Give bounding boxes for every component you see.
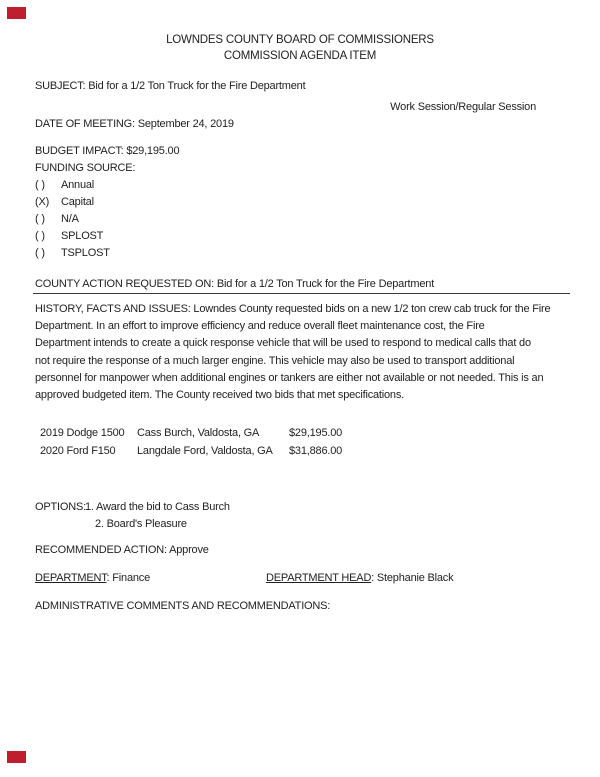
bid-vendor: Cass Burch, Valdosta, GA <box>137 427 260 439</box>
funding-source-label: FUNDING SOURCE: <box>35 162 136 174</box>
options-label: OPTIONS: <box>35 501 86 513</box>
department-head-label: DEPARTMENT HEAD <box>266 572 372 584</box>
administrative-comments-heading: ADMINISTRATIVE COMMENTS AND RECOMMENDATIONS: <box>35 600 331 612</box>
department-head-line <box>266 572 453 584</box>
funding-option-label: Annual <box>61 179 95 191</box>
budget-impact: BUDGET IMPACT: $29,195.00 <box>35 145 180 157</box>
bid-amount: $31,886.00 <box>289 445 343 457</box>
red-annotation-marker-top <box>7 7 26 19</box>
checkbox-capital-checked: (X) <box>35 196 50 208</box>
options-line-1 <box>35 501 230 513</box>
bid-table <box>40 424 342 460</box>
session-type-label: Work Session/Regular Session <box>390 101 536 113</box>
department-label: DEPARTMENT <box>35 572 107 584</box>
option-item-1: 1. Award the bid to Cass Burch <box>85 501 230 513</box>
department-line <box>35 572 150 584</box>
bid-vendor: Langdale Ford, Valdosta, GA <box>137 445 273 457</box>
history-line: personnel for manpower when additional engines or tankers are either not available or not needed. This is an <box>35 371 544 384</box>
funding-option-capital <box>35 196 94 208</box>
funding-option-label: Capital <box>61 196 94 208</box>
department-head-value: : Stephanie Black <box>371 572 454 584</box>
checkbox-annual: ( ) <box>35 179 45 191</box>
option-item-2: 2. Board's Pleasure <box>95 518 187 530</box>
funding-option-splost <box>35 230 103 242</box>
history-line: Department intends to create a quick response vehicle that will be used to respond to medical calls that do <box>35 337 531 350</box>
funding-option-label: N/A <box>61 213 79 225</box>
funding-option-label: TSPLOST <box>61 247 110 259</box>
history-line: Department. In an effort to improve efficiency and reduce overall fleet maintenance cost, the Fire <box>35 320 485 333</box>
funding-option-tsplost <box>35 247 110 259</box>
recommended-action: RECOMMENDED ACTION: Approve <box>35 544 209 556</box>
funding-option-annual <box>35 179 94 191</box>
history-line: HISTORY, FACTS AND ISSUES: Lowndes County requested bids on a new 1/2 ton crew cab truck for the Fire <box>35 303 551 315</box>
history-line: not require the response of a much larger engine. This vehicle may also be used to transport additional <box>35 354 515 367</box>
document-title: LOWNDES COUNTY BOARD OF COMMISSIONERS <box>166 34 434 46</box>
history-facts-issues-paragraph <box>35 301 550 404</box>
department-value: : Finance <box>106 572 150 584</box>
history-line: approved budgeted item. The County received two bids that met specifications. <box>35 389 405 402</box>
document-subtitle: COMMISSION AGENDA ITEM <box>223 50 377 62</box>
date-of-meeting: DATE OF MEETING: September 24, 2019 <box>35 118 234 130</box>
checkbox-tsplost: ( ) <box>35 247 45 259</box>
bid-amount: $29,195.00 <box>289 427 343 439</box>
funding-option-label: SPLOST <box>61 230 104 242</box>
subject-line: SUBJECT: Bid for a 1/2 Ton Truck for the Fire Department <box>35 80 306 92</box>
bid-vehicle: 2019 Dodge 1500 <box>40 427 125 439</box>
county-action-requested: COUNTY ACTION REQUESTED ON: Bid for a 1/2 Ton Truck for the Fire Department <box>33 278 570 294</box>
checkbox-na: ( ) <box>35 213 45 225</box>
funding-option-na <box>35 213 79 225</box>
bid-vehicle: 2020 Ford F150 <box>40 445 116 457</box>
red-annotation-marker-bottom <box>7 751 26 763</box>
checkbox-splost: ( ) <box>35 230 45 242</box>
